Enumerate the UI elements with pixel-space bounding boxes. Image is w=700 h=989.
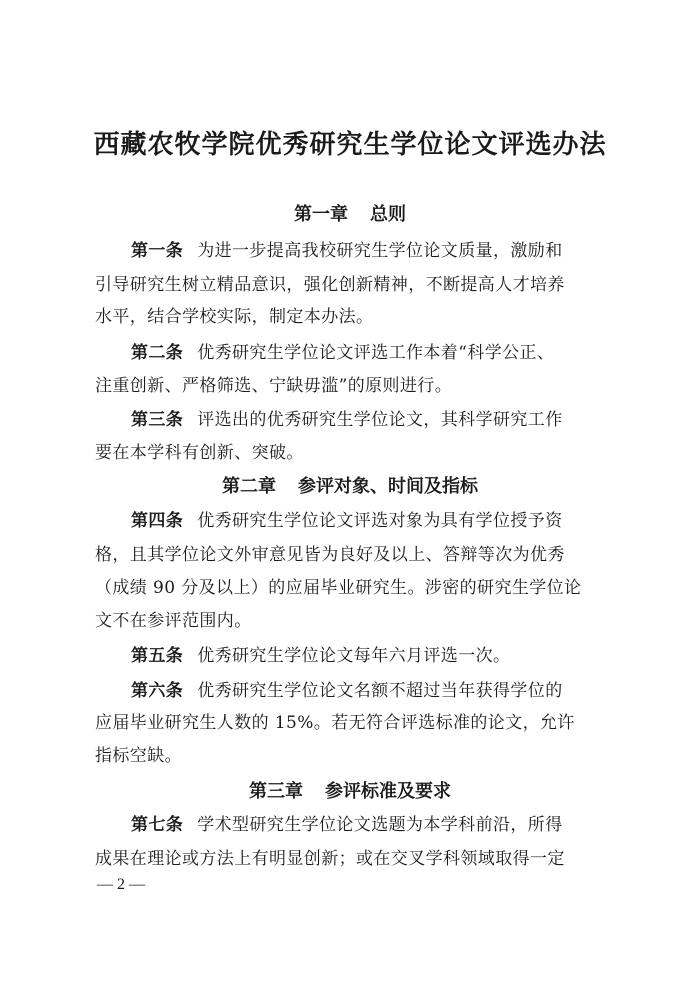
article-2-line-1 — [131, 338, 607, 363]
article-7-text-1: 学术型研究生学位论文选题为本学科前沿，所得 — [197, 815, 563, 835]
article-1-label: 第一条 — [131, 241, 184, 261]
article-4-text-1: 优秀研究生学位论文评选对象为具有学位授予资 — [197, 511, 563, 531]
article-2-line-2: 注重创新、严格筛选、宁缺毋滥”的原则进行。 — [95, 376, 453, 396]
article-4-line-4: 文不在参评范围内。 — [95, 611, 252, 631]
article-3-line-1 — [131, 405, 607, 430]
article-2-label: 第二条 — [131, 343, 184, 363]
chapter-1-heading — [0, 200, 700, 226]
article-6-text-1: 优秀研究生学位论文名额不超过当年获得学位的 — [197, 681, 563, 701]
chapter-1-name: 总则 — [370, 204, 406, 225]
article-4-line-2: 格，且其学位论文外审意见皆为良好及以上、答辩等次为优秀 — [95, 545, 565, 565]
article-1-line-1 — [131, 236, 607, 261]
chapter-3-name: 参评标准及要求 — [325, 781, 451, 802]
chapter-3-number: 第三章 — [249, 781, 303, 802]
chapter-2-heading — [0, 472, 700, 498]
chapter-2-number: 第二章 — [222, 476, 276, 497]
page-number: — 2 — — [97, 876, 145, 893]
article-7-line-1 — [131, 810, 607, 835]
article-6-line-1 — [131, 676, 607, 701]
article-6-line-2: 应届毕业研究生人数的 15%。若无符合评选标准的论文，允许 — [95, 713, 575, 733]
article-5-line-1 — [131, 641, 607, 666]
chapter-3-heading — [0, 777, 700, 803]
article-4-line-3: （成绩 90 分及以上）的应届毕业研究生。涉密的研究生学位论 — [95, 578, 582, 598]
article-5-label: 第五条 — [131, 646, 184, 666]
article-6-line-3: 指标空缺。 — [95, 746, 182, 766]
article-1-line-3: 水平，结合学校实际，制定本办法。 — [95, 307, 374, 327]
article-5-text-1: 优秀研究生学位论文每年六月评选一次。 — [197, 646, 511, 666]
chapter-1-number: 第一章 — [294, 204, 348, 225]
article-1-text-1: 为进一步提高我校研究生学位论文质量，激励和 — [197, 241, 563, 261]
article-3-text-1: 评选出的优秀研究生学位论文，其科学研究工作 — [197, 410, 563, 430]
article-4-line-1 — [131, 506, 607, 531]
document-title: 西藏农牧学院优秀研究生学位论文评选办法 — [93, 130, 607, 160]
article-6-label: 第六条 — [131, 681, 184, 701]
article-7-label: 第七条 — [131, 815, 184, 835]
article-7-line-2: 成果在理论或方法上有明显创新；或在交叉学科领域取得一定 — [95, 849, 565, 869]
chapter-2-name: 参评对象、时间及指标 — [298, 476, 478, 497]
article-3-label: 第三条 — [131, 410, 184, 430]
article-1-line-2: 引导研究生树立精品意识，强化创新精神，不断提高人才培养 — [95, 275, 565, 295]
article-4-label: 第四条 — [131, 511, 184, 531]
article-3-line-2: 要在本学科有创新、突破。 — [95, 443, 304, 463]
article-2-text-1: 优秀研究生学位论文评选工作本着“科学公正、 — [197, 343, 555, 363]
